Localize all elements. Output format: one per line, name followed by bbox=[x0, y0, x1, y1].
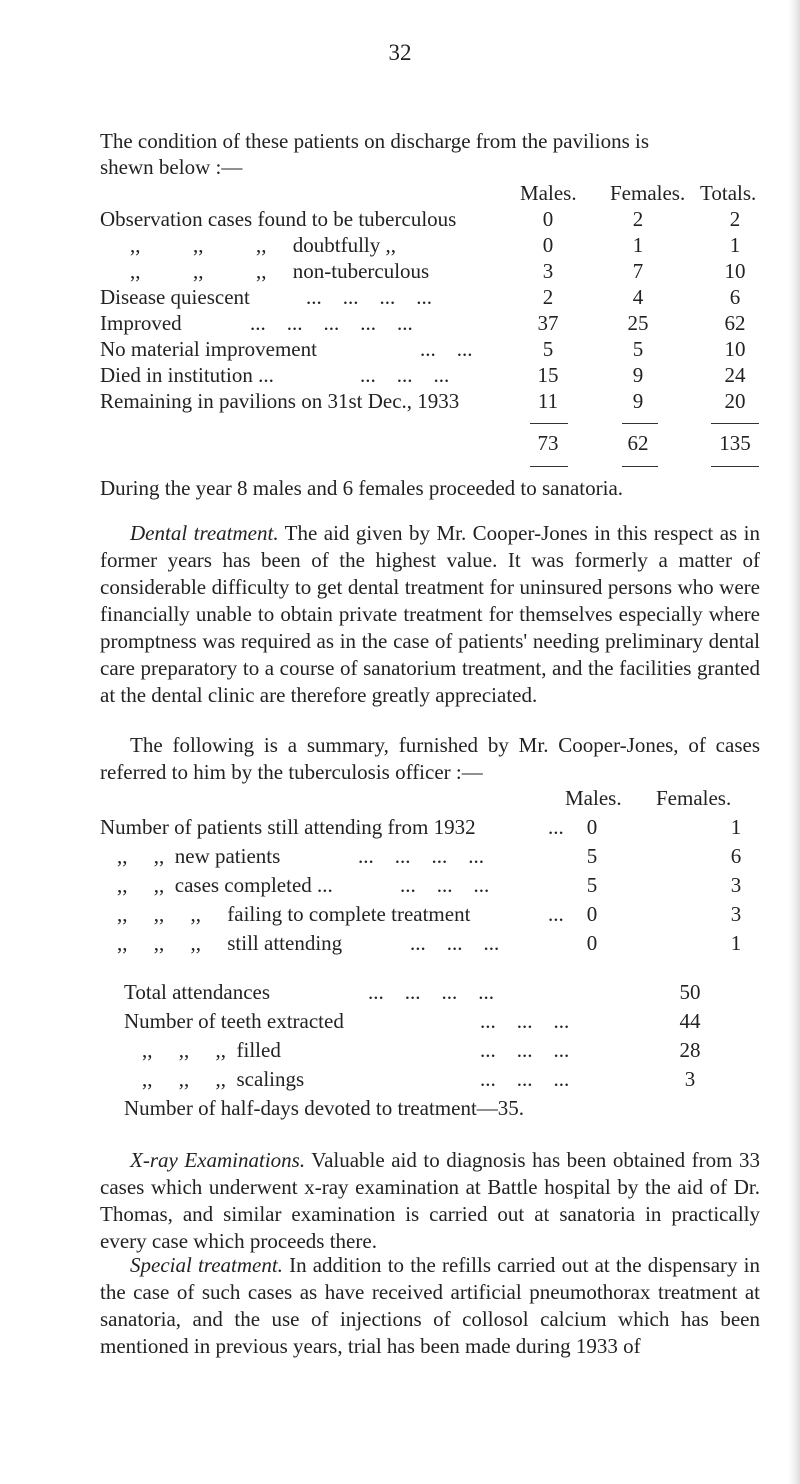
row-label: Observation cases found to be tuberculous bbox=[100, 207, 457, 231]
row-label: Improved bbox=[100, 311, 182, 335]
row-label: Number of teeth extracted bbox=[124, 1009, 344, 1033]
row-totals: 10 bbox=[724, 337, 746, 361]
row-dots: ... ... ... bbox=[480, 1009, 570, 1033]
xray-paragraph bbox=[100, 1147, 760, 1255]
row-males: 0 bbox=[586, 931, 598, 955]
special-heading: Special treatment. bbox=[130, 1253, 283, 1277]
row-females: 4 bbox=[632, 285, 644, 309]
xray-heading: X-ray Examinations. bbox=[130, 1148, 306, 1172]
row-dots: ... bbox=[548, 815, 564, 839]
row-dots: ... ... ... bbox=[400, 873, 490, 897]
row-females: 2 bbox=[632, 207, 644, 231]
row-totals: 1 bbox=[729, 233, 741, 257]
row-males: 0 bbox=[542, 207, 554, 231]
row-males: 3 bbox=[542, 259, 554, 283]
header-males: Males. bbox=[520, 181, 577, 205]
row-totals: 2 bbox=[729, 207, 741, 231]
row-females: 25 bbox=[627, 311, 649, 335]
dental-heading: Dental treatment. bbox=[130, 521, 279, 545]
row-totals: 6 bbox=[729, 285, 741, 309]
total-males: 73 bbox=[537, 431, 559, 455]
row-label: ,, ,, ,, scalings bbox=[142, 1067, 305, 1091]
total-females: 62 bbox=[627, 431, 649, 455]
rule bbox=[530, 423, 568, 424]
row-label: ,, ,, ,, doubtfully ,, bbox=[130, 233, 396, 257]
row-label: ,, ,, ,, still attending bbox=[117, 931, 343, 955]
rule bbox=[711, 423, 759, 424]
row-label: No material improvement bbox=[100, 337, 317, 361]
row-dots: ... ... ... bbox=[480, 1067, 570, 1091]
summary-intro: The following is a summary, furnished by Mr. Cooper-Jones, of cases referred to him by the tuberculosis officer :— bbox=[100, 733, 760, 784]
row-females: 9 bbox=[632, 363, 644, 387]
row-males: 0 bbox=[586, 815, 598, 839]
row-label: Died in institution ... bbox=[100, 363, 274, 387]
total-totals: 135 bbox=[719, 431, 751, 455]
row-females: 1 bbox=[730, 815, 742, 839]
page-edge-shadow bbox=[788, 0, 800, 1484]
row-males: 0 bbox=[542, 233, 554, 257]
row-dots: ... ... ... bbox=[480, 1038, 570, 1062]
row-label: ,, ,, cases completed ... bbox=[117, 873, 333, 897]
rule bbox=[622, 423, 658, 424]
rule bbox=[622, 466, 658, 467]
row-totals: 20 bbox=[724, 389, 746, 413]
intro-line-2: shewn below :— bbox=[100, 155, 243, 179]
row-totals: 62 bbox=[724, 311, 746, 335]
rule bbox=[530, 466, 568, 467]
row-females: 6 bbox=[730, 844, 742, 868]
row-females: 1 bbox=[632, 233, 644, 257]
row-dots: ... ... ... ... bbox=[358, 844, 484, 868]
row-label: ,, ,, ,, non-tuberculous bbox=[130, 259, 430, 283]
row-males: 15 bbox=[537, 363, 559, 387]
special-text: In addition to the refills carried out at the dispensary in the case of such cases as have received artificial pneumothorax treatment at sanatoria, and the use of injections of collosol calcium which has been mentioned in previous years, trial has been made during 1933 of bbox=[100, 1253, 760, 1358]
row-dots: ... ... ... bbox=[360, 363, 450, 387]
row-females: 1 bbox=[730, 931, 742, 955]
row-label: ,, ,, ,, failing to complete treatment bbox=[117, 902, 471, 926]
row-value: 50 bbox=[679, 980, 701, 1004]
row-males: 11 bbox=[537, 389, 559, 413]
dental-paragraph bbox=[100, 520, 760, 709]
row-dots: ... ... ... ... bbox=[368, 980, 494, 1004]
row-males: 5 bbox=[586, 873, 598, 897]
xray-text: Valuable aid to diagnosis has been obtained from 33 cases which underwent x-ray examination at Battle hospital by the aid of Dr. Thomas, and similar examination is carried out at sanatoria in practically every case which proceeds there. bbox=[100, 1148, 760, 1253]
row-dots: ... ... bbox=[420, 337, 473, 361]
header-females: Females. bbox=[656, 786, 732, 810]
row-males: 37 bbox=[537, 311, 559, 335]
row-dots: ... ... ... bbox=[410, 931, 500, 955]
row-dots: ... ... ... ... bbox=[306, 285, 432, 309]
page-number: 32 bbox=[388, 40, 412, 65]
row-females: 3 bbox=[730, 902, 742, 926]
row-males: 2 bbox=[542, 285, 554, 309]
row-value: 3 bbox=[684, 1067, 696, 1091]
intro-line-1: The condition of these patients on discharge from the pavilions is bbox=[100, 129, 649, 153]
row-females: 9 bbox=[632, 389, 644, 413]
row-label: ,, ,, ,, filled bbox=[142, 1038, 281, 1062]
row-males: 0 bbox=[586, 902, 598, 926]
sanatoria-line: During the year 8 males and 6 females proceeded to sanatoria. bbox=[100, 476, 624, 500]
row-label: Disease quiescent bbox=[100, 285, 250, 309]
row-value: 44 bbox=[679, 1009, 701, 1033]
row-females: 7 bbox=[632, 259, 644, 283]
half-days-line: Number of half-days devoted to treatment—35. bbox=[124, 1096, 525, 1120]
header-males: Males. bbox=[565, 786, 622, 810]
row-dots: ... bbox=[548, 902, 564, 926]
row-dots: ... ... ... ... ... bbox=[250, 311, 413, 335]
row-label: Total attendances bbox=[124, 980, 271, 1004]
row-males: 5 bbox=[542, 337, 554, 361]
special-paragraph bbox=[100, 1252, 760, 1360]
row-males: 5 bbox=[586, 844, 598, 868]
dental-text: The aid given by Mr. Cooper-Jones in this respect as in former years has been of the highest value. It was formerly a matter of considerable difficulty to get dental treatment for uninsured persons who were financially unable to obtain private treatment for themselves especially where promptness was required as in the case of patients' needing preliminary dental care preparatory to a course of sanatorium treatment, and the facilities granted at the dental clinic are therefore greatly appreciated. bbox=[100, 521, 760, 707]
header-females: Females. bbox=[610, 181, 686, 205]
header-totals: Totals. bbox=[700, 181, 757, 205]
row-label: Number of patients still attending from 1932 bbox=[100, 815, 476, 839]
row-females: 5 bbox=[632, 337, 644, 361]
row-totals: 24 bbox=[724, 363, 746, 387]
row-label: ,, ,, new patients bbox=[117, 844, 281, 868]
row-totals: 10 bbox=[724, 259, 746, 283]
row-label: Remaining in pavilions on 31st Dec., 1933 bbox=[100, 389, 460, 413]
rule bbox=[711, 466, 759, 467]
row-females: 3 bbox=[730, 873, 742, 897]
row-value: 28 bbox=[679, 1038, 701, 1062]
